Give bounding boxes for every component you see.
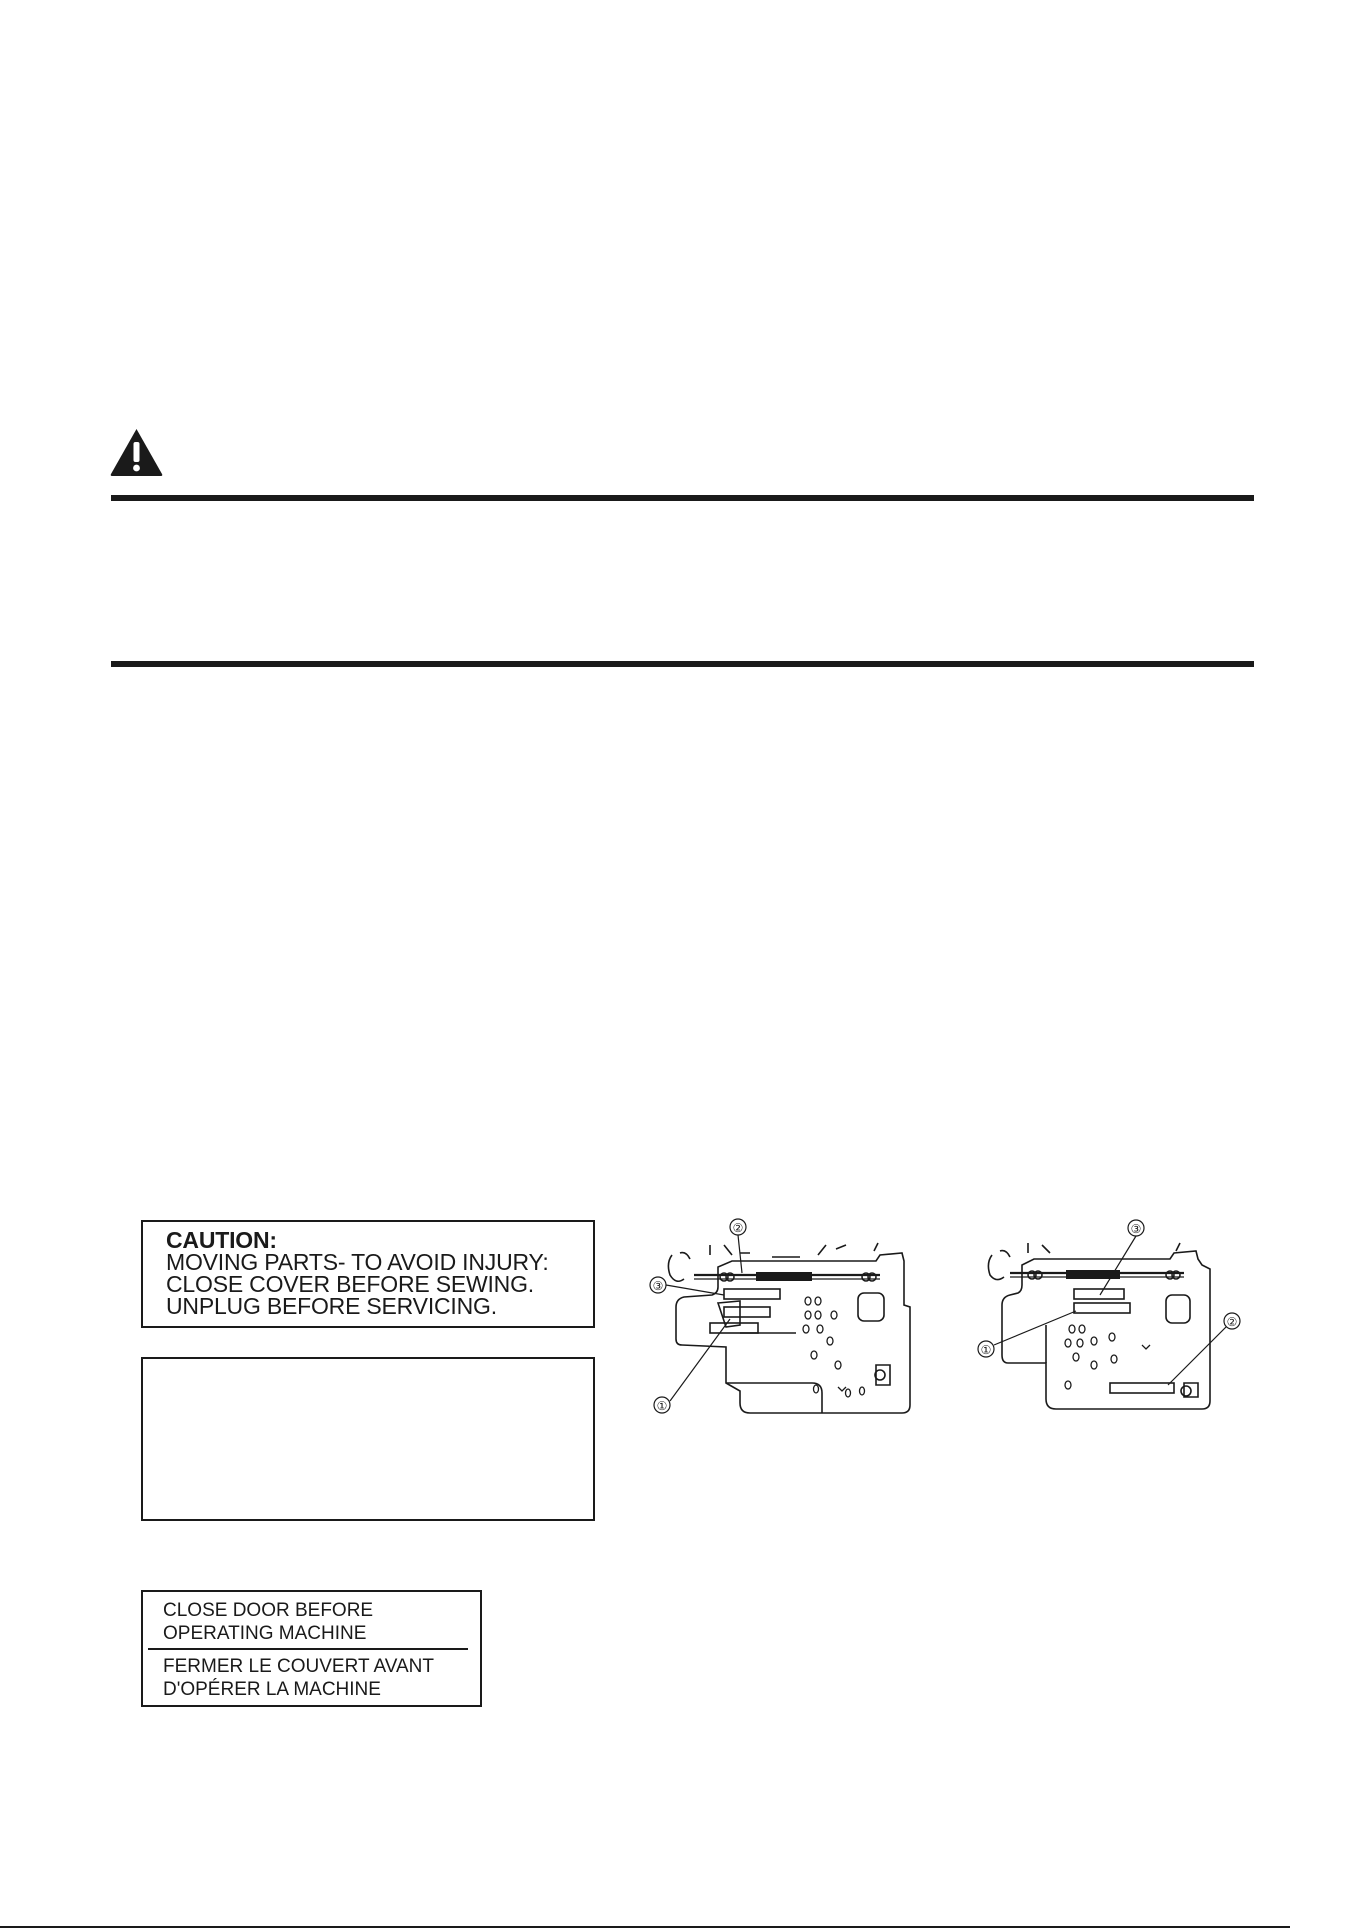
blank-label-box bbox=[141, 1357, 595, 1521]
footer-rule bbox=[0, 1926, 1290, 1928]
caution-line: CLOSE COVER BEFORE SEWING. bbox=[166, 1271, 534, 1297]
caution-label bbox=[141, 1220, 595, 1328]
caution-line: MOVING PARTS- TO AVOID INJURY: bbox=[166, 1249, 549, 1275]
door-label bbox=[141, 1590, 482, 1707]
callout-label: ② bbox=[732, 1221, 744, 1235]
callout-label: ① bbox=[656, 1399, 668, 1413]
warning-bottom-rule bbox=[111, 661, 1254, 667]
machine-bottom-diagram-right bbox=[970, 1215, 1260, 1415]
warning-top-rule bbox=[111, 495, 1254, 501]
caution-title: CAUTION: bbox=[166, 1227, 277, 1253]
warning-icon bbox=[109, 427, 164, 477]
door-label-divider bbox=[148, 1648, 468, 1650]
callout-label: ③ bbox=[1130, 1222, 1142, 1236]
door-label-line: OPERATING MACHINE bbox=[163, 1623, 367, 1644]
machine-bottom-diagram-left bbox=[640, 1215, 960, 1435]
door-label-line: D'OPÉRER LA MACHINE bbox=[163, 1679, 381, 1700]
door-label-english bbox=[163, 1599, 373, 1645]
door-label-line: CLOSE DOOR BEFORE bbox=[163, 1600, 374, 1621]
door-label-french bbox=[163, 1655, 434, 1701]
callout-label: ① bbox=[980, 1343, 992, 1357]
door-label-line: FERMER LE COUVERT AVANT bbox=[163, 1656, 434, 1677]
callout-label: ② bbox=[1226, 1315, 1238, 1329]
callout-group bbox=[650, 1219, 746, 1413]
callout-label: ③ bbox=[652, 1279, 664, 1293]
caution-line: UNPLUG BEFORE SERVICING. bbox=[166, 1293, 497, 1319]
